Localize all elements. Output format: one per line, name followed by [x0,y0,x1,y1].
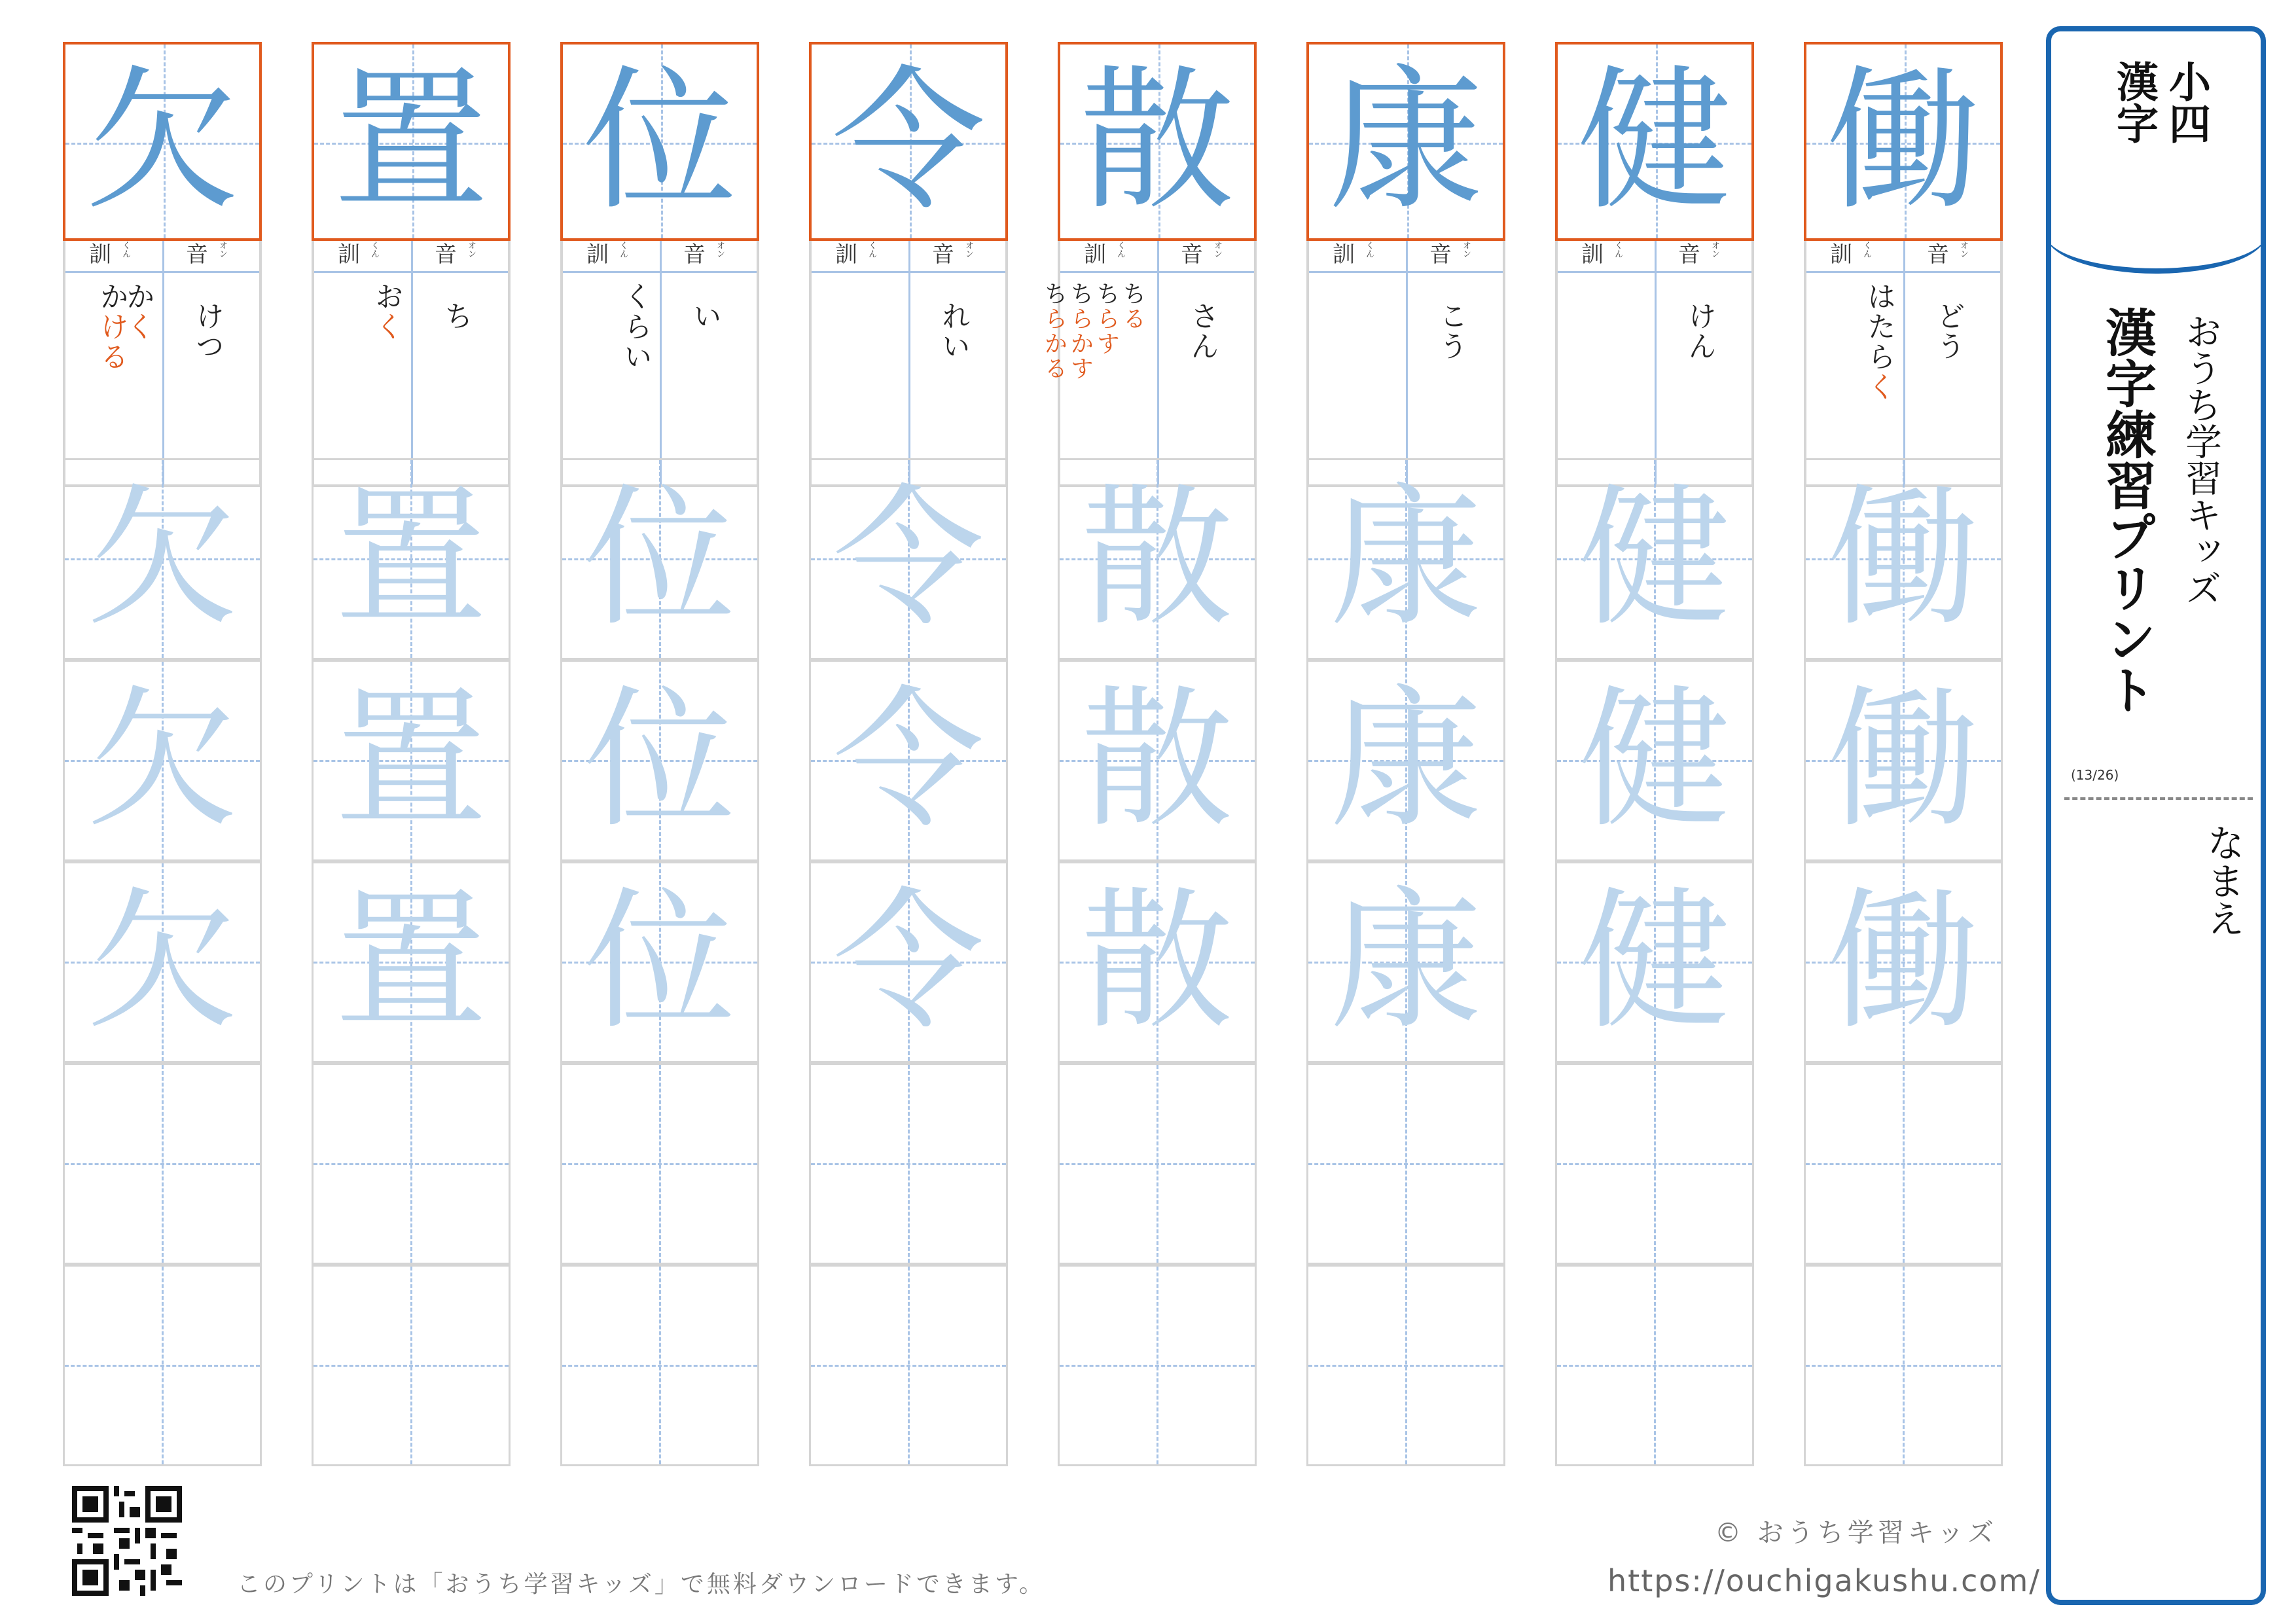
kanji-column [809,42,1011,1474]
reading-box [809,241,1008,487]
model-kanji-box [63,42,262,241]
trace-kanji: 健 [1578,470,1731,647]
blank-practice-cell[interactable] [312,1265,511,1466]
trace-cell[interactable] [809,458,1008,660]
blank-practice-cell[interactable] [1555,1265,1754,1466]
kun-label: 訓 くん [1830,241,1871,268]
practice-area [1306,458,1505,1474]
trace-kanji: 散 [1081,873,1233,1050]
model-kanji: 康 [1328,51,1483,231]
kanji-column [1041,42,1259,1474]
trace-kanji: 置 [334,470,487,647]
trace-cell[interactable] [1804,861,2003,1063]
kanji-column [1306,42,1508,1474]
copyright: © おうち学習キッズ [1715,1518,1998,1548]
trace-kanji: 令 [832,873,984,1050]
on-label: 音 オン [435,241,476,268]
trace-kanji: 健 [1578,873,1731,1050]
reading-box [560,241,759,487]
trace-kanji: 位 [583,672,736,848]
on-label: 音 オン [683,241,725,268]
worksheet-title: 漢字練習プリント [2097,306,2157,715]
on-reading: い [688,301,721,331]
blank-practice-cell[interactable] [1804,1265,2003,1466]
trace-kanji: 置 [334,672,487,848]
kun-reading: くらい [619,281,652,372]
reading-box [312,241,511,487]
reading-box [1555,241,1754,487]
on-label: 音 オン [186,241,227,268]
kun-reading: はたらく [1862,281,1895,402]
on-label: 音 オン [1927,241,1968,268]
kanji-column [312,42,513,1474]
model-kanji: 置 [333,51,488,231]
model-kanji-box [1306,42,1505,241]
trace-kanji: 働 [1827,873,1979,1050]
trace-kanji: 令 [832,672,984,848]
kun-label: 訓 くん [586,241,628,268]
trace-kanji: 欠 [86,873,238,1050]
on-reading: けつ [190,301,224,361]
kun-reading: ちらかる [1041,281,1067,381]
model-kanji-box [312,42,511,241]
kun-reading: かく [121,281,154,342]
blank-practice-cell[interactable] [1058,1265,1257,1466]
trace-cell[interactable] [1306,861,1505,1063]
trace-cell[interactable] [312,458,511,660]
practice-area [1058,458,1257,1474]
kanji-column [560,42,762,1474]
name-label: なまえ [2200,823,2245,937]
site-name: おうち学習キッズ [2179,313,2222,606]
trace-kanji: 位 [583,470,736,647]
blank-practice-cell[interactable] [1804,1063,2003,1265]
kun-label: 訓 くん [89,241,130,268]
blank-practice-cell[interactable] [63,1063,262,1265]
trace-kanji: 散 [1081,470,1233,647]
on-reading: けん [1683,301,1716,361]
trace-kanji: 康 [1329,873,1482,1050]
site-url[interactable]: https://ouchigakushu.com/ [1607,1563,2041,1598]
trace-kanji: 働 [1827,672,1979,848]
kun-reading: ちらかす [1067,281,1094,381]
kanji-column [1555,42,1757,1474]
model-kanji: 散 [1079,51,1234,231]
model-kanji-box [1555,42,1754,241]
model-kanji-box [560,42,759,241]
grade-label: 小四 [2162,60,2211,144]
trace-kanji: 働 [1827,470,1979,647]
panel-header-arc [2046,195,2266,274]
model-kanji: 令 [831,51,986,231]
blank-practice-cell[interactable] [1306,1265,1505,1466]
trace-cell[interactable] [560,861,759,1063]
trace-cell[interactable] [312,861,511,1063]
trace-kanji: 欠 [86,470,238,647]
model-kanji: 位 [582,51,737,231]
trace-kanji: 令 [832,470,984,647]
trace-cell[interactable] [1306,660,1505,861]
blank-practice-cell[interactable] [1555,1063,1754,1265]
practice-area [1804,458,2003,1474]
blank-practice-cell[interactable] [1058,1063,1257,1265]
kun-label: 訓 くん [1581,241,1623,268]
trace-cell[interactable] [1306,458,1505,660]
trace-kanji: 位 [583,873,736,1050]
trace-kanji: 散 [1081,672,1233,848]
model-kanji: 働 [1825,51,1981,231]
reading-box [63,241,262,487]
on-reading: こう [1434,301,1467,361]
reading-box [1306,241,1505,487]
blank-practice-cell[interactable] [809,1265,1008,1466]
practice-area [1555,458,1754,1474]
trace-cell[interactable] [1555,660,1754,861]
trace-kanji: 健 [1578,672,1731,848]
trace-kanji: 置 [334,873,487,1050]
practice-area [809,458,1008,1474]
side-panel [2046,26,2266,1605]
model-kanji: 健 [1577,51,1732,231]
on-label: 音 オン [1181,241,1222,268]
trace-cell[interactable] [560,660,759,861]
kun-reading: ちる [1119,281,1146,331]
trace-cell[interactable] [312,660,511,861]
on-reading: れい [937,301,970,361]
trace-kanji: 欠 [86,672,238,848]
trace-cell[interactable] [1555,458,1754,660]
practice-area [560,458,759,1474]
blank-practice-cell[interactable] [809,1063,1008,1265]
blank-practice-cell[interactable] [63,1265,262,1466]
model-kanji: 欠 [84,51,240,231]
model-kanji-box [1058,42,1257,241]
practice-area [63,458,262,1474]
blank-practice-cell[interactable] [1306,1063,1505,1265]
trace-cell[interactable] [1804,458,2003,660]
blank-practice-cell[interactable] [560,1265,759,1466]
on-reading: さん [1185,301,1219,361]
name-divider [2064,797,2253,800]
trace-cell[interactable] [809,861,1008,1063]
reading-box [1041,241,1257,487]
trace-cell[interactable] [1058,660,1257,861]
trace-cell[interactable] [809,660,1008,861]
kanji-column [63,42,264,1474]
blank-practice-cell[interactable] [312,1063,511,1265]
trace-kanji: 康 [1329,470,1482,647]
model-kanji-box [1804,42,2003,241]
page-number: (13/26) [2071,767,2119,783]
on-label: 音 オン [932,241,973,268]
subject-label: 漢字 [2109,60,2159,144]
on-reading: ち [439,301,473,331]
kun-reading: かける [95,281,128,372]
blank-practice-cell[interactable] [560,1063,759,1265]
trace-cell[interactable] [560,458,759,660]
kun-reading: ちらす [1093,281,1120,356]
on-reading: どう [1931,301,1965,361]
trace-kanji: 康 [1329,672,1482,848]
kun-label: 訓 くん [1333,241,1374,268]
trace-cell[interactable] [1058,861,1257,1063]
trace-cell[interactable] [1555,861,1754,1063]
reading-box [1804,241,2003,487]
on-label: 音 オン [1678,241,1719,268]
model-kanji-box [809,42,1008,241]
kun-label: 訓 くん [1084,241,1125,268]
practice-area [312,458,511,1474]
kun-label: 訓 くん [835,241,876,268]
kun-label: 訓 くん [338,241,379,268]
trace-cell[interactable] [1804,660,2003,861]
on-label: 音 オン [1429,241,1471,268]
trace-cell[interactable] [63,458,262,660]
trace-cell[interactable] [63,660,262,861]
kanji-column [1804,42,2005,1474]
kun-reading: おく [370,281,403,342]
download-note: このプリントは「おうち学習キッズ」で無料ダウンロードできます。 [237,1571,1045,1598]
trace-cell[interactable] [1058,458,1257,660]
qr-code [72,1486,182,1596]
trace-cell[interactable] [63,861,262,1063]
